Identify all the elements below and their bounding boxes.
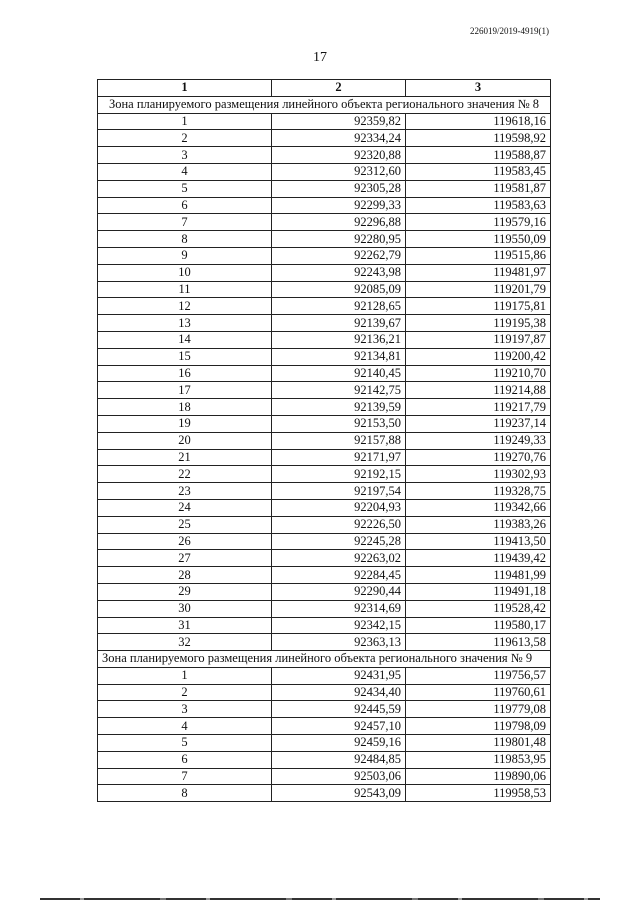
point-number: 7 bbox=[98, 214, 272, 231]
table-row bbox=[98, 147, 551, 164]
x-coordinate: 92245,28 bbox=[272, 533, 406, 550]
table-row bbox=[98, 180, 551, 197]
x-coordinate: 92204,93 bbox=[272, 499, 406, 516]
y-coordinate: 119491,18 bbox=[406, 583, 551, 600]
point-number: 18 bbox=[98, 399, 272, 416]
x-coordinate: 92134,81 bbox=[272, 348, 406, 365]
point-number: 25 bbox=[98, 516, 272, 533]
table-row bbox=[98, 617, 551, 634]
point-number: 4 bbox=[98, 718, 272, 735]
y-coordinate: 119210,70 bbox=[406, 365, 551, 382]
section-title: Зона планируемого размещения линейного объекта регионального значения № 9 bbox=[98, 651, 551, 668]
x-coordinate: 92136,21 bbox=[272, 331, 406, 348]
y-coordinate: 119756,57 bbox=[406, 667, 551, 684]
y-coordinate: 119195,38 bbox=[406, 315, 551, 332]
table-row bbox=[98, 466, 551, 483]
y-coordinate: 119217,79 bbox=[406, 399, 551, 416]
x-coordinate: 92290,44 bbox=[272, 583, 406, 600]
table-row bbox=[98, 516, 551, 533]
y-coordinate: 119302,93 bbox=[406, 466, 551, 483]
point-number: 9 bbox=[98, 247, 272, 264]
y-coordinate: 119779,08 bbox=[406, 701, 551, 718]
table-row bbox=[98, 214, 551, 231]
table-row bbox=[98, 331, 551, 348]
y-coordinate: 119588,87 bbox=[406, 147, 551, 164]
table-row bbox=[98, 348, 551, 365]
point-number: 23 bbox=[98, 483, 272, 500]
x-coordinate: 92299,33 bbox=[272, 197, 406, 214]
point-number: 29 bbox=[98, 583, 272, 600]
y-coordinate: 119175,81 bbox=[406, 298, 551, 315]
x-coordinate: 92363,13 bbox=[272, 634, 406, 651]
point-number: 12 bbox=[98, 298, 272, 315]
section-title-row bbox=[98, 651, 551, 668]
point-number: 27 bbox=[98, 550, 272, 567]
document-id: 226019/2019-4919(1) bbox=[470, 26, 549, 36]
y-coordinate: 119598,92 bbox=[406, 130, 551, 147]
x-coordinate: 92334,24 bbox=[272, 130, 406, 147]
table-row bbox=[98, 415, 551, 432]
table-row bbox=[98, 634, 551, 651]
x-coordinate: 92243,98 bbox=[272, 264, 406, 281]
table-row bbox=[98, 533, 551, 550]
y-coordinate: 119550,09 bbox=[406, 231, 551, 248]
y-coordinate: 119413,50 bbox=[406, 533, 551, 550]
point-number: 8 bbox=[98, 231, 272, 248]
point-number: 21 bbox=[98, 449, 272, 466]
point-number: 5 bbox=[98, 735, 272, 752]
column-header: 1 bbox=[98, 80, 272, 97]
y-coordinate: 119515,86 bbox=[406, 247, 551, 264]
point-number: 16 bbox=[98, 365, 272, 382]
point-number: 11 bbox=[98, 281, 272, 298]
point-number: 30 bbox=[98, 600, 272, 617]
table-row bbox=[98, 449, 551, 466]
x-coordinate: 92139,59 bbox=[272, 399, 406, 416]
point-number: 3 bbox=[98, 701, 272, 718]
table-row bbox=[98, 735, 551, 752]
x-coordinate: 92153,50 bbox=[272, 415, 406, 432]
section-title-row bbox=[98, 96, 551, 113]
y-coordinate: 119328,75 bbox=[406, 483, 551, 500]
table-row bbox=[98, 583, 551, 600]
y-coordinate: 119579,16 bbox=[406, 214, 551, 231]
x-coordinate: 92171,97 bbox=[272, 449, 406, 466]
x-coordinate: 92503,06 bbox=[272, 768, 406, 785]
point-number: 13 bbox=[98, 315, 272, 332]
y-coordinate: 119214,88 bbox=[406, 382, 551, 399]
table-header-row bbox=[98, 80, 551, 97]
y-coordinate: 119798,09 bbox=[406, 718, 551, 735]
point-number: 26 bbox=[98, 533, 272, 550]
table-row bbox=[98, 567, 551, 584]
x-coordinate: 92139,67 bbox=[272, 315, 406, 332]
table-row bbox=[98, 315, 551, 332]
table-row bbox=[98, 197, 551, 214]
y-coordinate: 119200,42 bbox=[406, 348, 551, 365]
point-number: 7 bbox=[98, 768, 272, 785]
point-number: 32 bbox=[98, 634, 272, 651]
x-coordinate: 92128,65 bbox=[272, 298, 406, 315]
x-coordinate: 92484,85 bbox=[272, 751, 406, 768]
point-number: 19 bbox=[98, 415, 272, 432]
y-coordinate: 119439,42 bbox=[406, 550, 551, 567]
table-row bbox=[98, 163, 551, 180]
table-row bbox=[98, 432, 551, 449]
y-coordinate: 119581,87 bbox=[406, 180, 551, 197]
y-coordinate: 119383,26 bbox=[406, 516, 551, 533]
point-number: 17 bbox=[98, 382, 272, 399]
x-coordinate: 92445,59 bbox=[272, 701, 406, 718]
point-number: 31 bbox=[98, 617, 272, 634]
y-coordinate: 119481,97 bbox=[406, 264, 551, 281]
x-coordinate: 92342,15 bbox=[272, 617, 406, 634]
table-row bbox=[98, 751, 551, 768]
table-row bbox=[98, 600, 551, 617]
x-coordinate: 92263,02 bbox=[272, 550, 406, 567]
page-number: 17 bbox=[313, 50, 327, 65]
x-coordinate: 92157,88 bbox=[272, 432, 406, 449]
x-coordinate: 92262,79 bbox=[272, 247, 406, 264]
point-number: 24 bbox=[98, 499, 272, 516]
x-coordinate: 92431,95 bbox=[272, 667, 406, 684]
point-number: 3 bbox=[98, 147, 272, 164]
table-row bbox=[98, 785, 551, 802]
point-number: 20 bbox=[98, 432, 272, 449]
x-coordinate: 92320,88 bbox=[272, 147, 406, 164]
table-row bbox=[98, 365, 551, 382]
point-number: 2 bbox=[98, 130, 272, 147]
table-row bbox=[98, 281, 551, 298]
table-row bbox=[98, 483, 551, 500]
point-number: 22 bbox=[98, 466, 272, 483]
x-coordinate: 92140,45 bbox=[272, 365, 406, 382]
x-coordinate: 92284,45 bbox=[272, 567, 406, 584]
y-coordinate: 119197,87 bbox=[406, 331, 551, 348]
y-coordinate: 119249,33 bbox=[406, 432, 551, 449]
table-row bbox=[98, 130, 551, 147]
point-number: 6 bbox=[98, 751, 272, 768]
x-coordinate: 92296,88 bbox=[272, 214, 406, 231]
table-row bbox=[98, 550, 551, 567]
x-coordinate: 92434,40 bbox=[272, 684, 406, 701]
point-number: 5 bbox=[98, 180, 272, 197]
coordinates-table bbox=[97, 79, 551, 802]
point-number: 15 bbox=[98, 348, 272, 365]
x-coordinate: 92305,28 bbox=[272, 180, 406, 197]
x-coordinate: 92192,15 bbox=[272, 466, 406, 483]
x-coordinate: 92197,54 bbox=[272, 483, 406, 500]
y-coordinate: 119801,48 bbox=[406, 735, 551, 752]
y-coordinate: 119481,99 bbox=[406, 567, 551, 584]
table-row bbox=[98, 399, 551, 416]
table-row bbox=[98, 264, 551, 281]
y-coordinate: 119613,58 bbox=[406, 634, 551, 651]
page-bottom-rule bbox=[40, 898, 600, 900]
table-row bbox=[98, 231, 551, 248]
x-coordinate: 92312,60 bbox=[272, 163, 406, 180]
point-number: 6 bbox=[98, 197, 272, 214]
y-coordinate: 119580,17 bbox=[406, 617, 551, 634]
point-number: 1 bbox=[98, 667, 272, 684]
column-header: 3 bbox=[406, 80, 551, 97]
table-row bbox=[98, 701, 551, 718]
table-row bbox=[98, 113, 551, 130]
x-coordinate: 92359,82 bbox=[272, 113, 406, 130]
y-coordinate: 119342,66 bbox=[406, 499, 551, 516]
x-coordinate: 92543,09 bbox=[272, 785, 406, 802]
y-coordinate: 119760,61 bbox=[406, 684, 551, 701]
table-row bbox=[98, 382, 551, 399]
y-coordinate: 119958,53 bbox=[406, 785, 551, 802]
table-row bbox=[98, 499, 551, 516]
table-row bbox=[98, 247, 551, 264]
column-header: 2 bbox=[272, 80, 406, 97]
y-coordinate: 119853,95 bbox=[406, 751, 551, 768]
x-coordinate: 92457,10 bbox=[272, 718, 406, 735]
y-coordinate: 119618,16 bbox=[406, 113, 551, 130]
table-row bbox=[98, 768, 551, 785]
point-number: 14 bbox=[98, 331, 272, 348]
point-number: 1 bbox=[98, 113, 272, 130]
y-coordinate: 119583,45 bbox=[406, 163, 551, 180]
y-coordinate: 119270,76 bbox=[406, 449, 551, 466]
y-coordinate: 119528,42 bbox=[406, 600, 551, 617]
x-coordinate: 92314,69 bbox=[272, 600, 406, 617]
point-number: 10 bbox=[98, 264, 272, 281]
table-row bbox=[98, 298, 551, 315]
x-coordinate: 92226,50 bbox=[272, 516, 406, 533]
y-coordinate: 119237,14 bbox=[406, 415, 551, 432]
point-number: 2 bbox=[98, 684, 272, 701]
table-row bbox=[98, 667, 551, 684]
x-coordinate: 92085,09 bbox=[272, 281, 406, 298]
x-coordinate: 92459,16 bbox=[272, 735, 406, 752]
point-number: 28 bbox=[98, 567, 272, 584]
section-title: Зона планируемого размещения линейного объекта регионального значения № 8 bbox=[98, 96, 551, 113]
y-coordinate: 119201,79 bbox=[406, 281, 551, 298]
y-coordinate: 119890,06 bbox=[406, 768, 551, 785]
table-row bbox=[98, 684, 551, 701]
point-number: 4 bbox=[98, 163, 272, 180]
x-coordinate: 92280,95 bbox=[272, 231, 406, 248]
table-row bbox=[98, 718, 551, 735]
y-coordinate: 119583,63 bbox=[406, 197, 551, 214]
point-number: 8 bbox=[98, 785, 272, 802]
x-coordinate: 92142,75 bbox=[272, 382, 406, 399]
